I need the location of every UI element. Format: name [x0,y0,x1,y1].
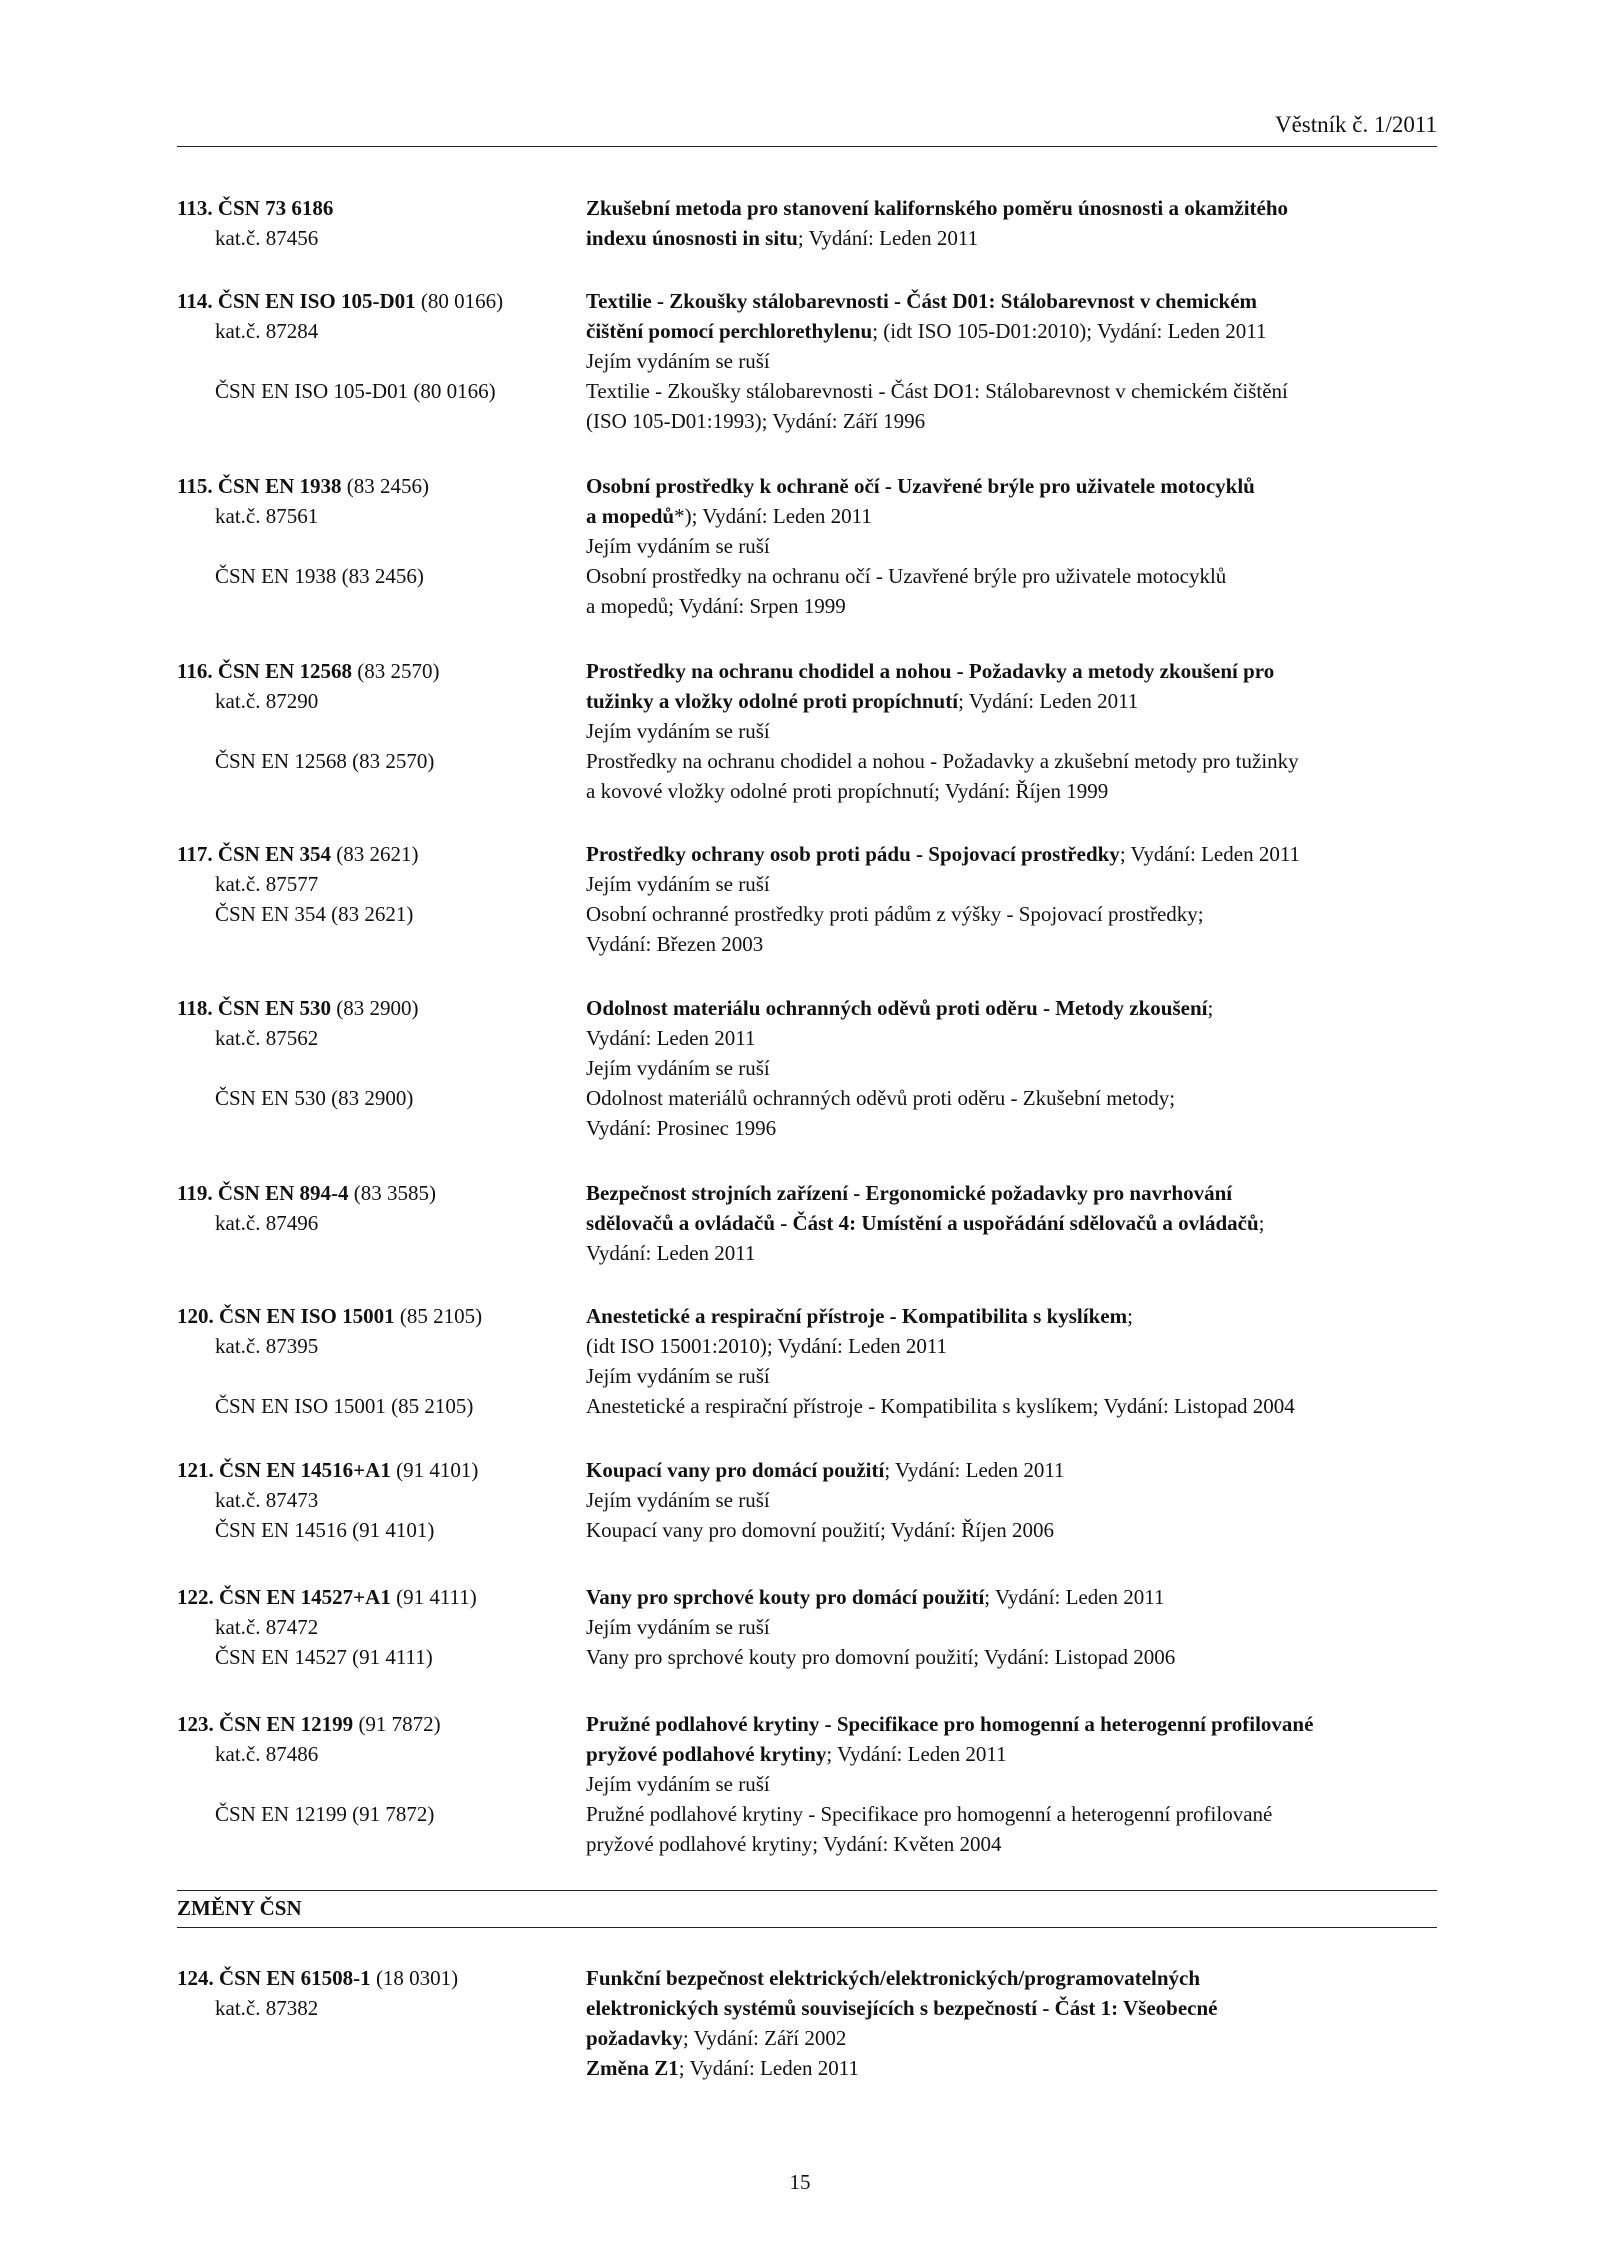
standard-title [586,1582,1165,1612]
bold-text: Koupací vany pro domácí použití [586,1458,885,1482]
text: (91 7872) [353,1712,441,1736]
text: Pružné podlahové krytiny - Specifikace pro homogenní a heterogenní profilované [586,1802,1273,1826]
standard-designation [215,316,318,346]
bold-text: indexu únosnosti in situ [586,226,798,250]
entry-row [0,193,1600,223]
entry-row [0,716,1600,746]
standard-title [586,1455,1065,1485]
entry-row [0,1178,1600,1208]
standard-entry [0,1963,1600,2083]
text: ČSN EN 530 (83 2900) [215,1086,414,1110]
bold-text: 115. ČSN EN 1938 [177,474,342,498]
standard-designation [215,1612,318,1642]
text: a kovové vložky odolné proti propíchnutí; Vydání: Říjen 1999 [586,779,1109,803]
text: (idt ISO 15001:2010); Vydání: Leden 2011 [586,1334,948,1358]
bold-text: 117. ČSN EN 354 [177,842,332,866]
standard-designation [215,746,434,776]
text: (85 2105) [394,1304,483,1328]
text: (91 4111) [390,1585,477,1609]
standard-entry [0,1178,1600,1268]
standard-title [586,1178,1232,1208]
text: kat.č. 87496 [215,1211,319,1235]
standard-entry [0,471,1600,621]
text: (83 3585) [348,1181,437,1205]
bold-text: 119. ČSN EN 894-4 [177,1181,349,1205]
standard-title [586,2023,846,2053]
standard-title [586,1113,776,1143]
standard-designation [215,1799,434,1829]
text: Vydání: Leden 2011 [586,1026,756,1050]
text: Jejím vydáním se ruší [586,534,770,558]
standard-title [586,1769,770,1799]
section-heading: ZMĚNY ČSN [177,1896,302,1920]
text: ČSN EN 14527 (91 4111) [215,1645,433,1669]
entry-row [0,1582,1600,1612]
standard-title [586,899,1204,929]
standard-title [586,1993,1218,2023]
bold-text: elektronických systémů souvisejících s bezpečností - Část 1: Všeobecné [586,1996,1218,2020]
bold-text: Funkční bezpečnost elektrických/elektronických/programovatelných [586,1966,1201,1990]
standard-title [586,1739,1007,1769]
text: kat.č. 87382 [215,1996,319,2020]
standard-title [586,1485,770,1515]
bold-text: 120. ČSN EN ISO 15001 [177,1304,395,1328]
standard-title [586,286,1257,316]
text: Jejím vydáním se ruší [586,349,770,373]
entry-row [0,1391,1600,1421]
standard-entry [0,286,1600,436]
bold-text: Odolnost materiálu ochranných oděvů proti oděru - Metody zkoušení [586,996,1208,1020]
standard-entry [0,656,1600,806]
entry-row [0,1769,1600,1799]
standard-title [586,2053,859,2083]
text: ČSN EN 12199 (91 7872) [215,1802,435,1826]
header-rule [177,146,1437,147]
entry-row [0,686,1600,716]
entry-row [0,993,1600,1023]
standard-title [586,1023,756,1053]
standard-entry [0,1455,1600,1545]
text: ; Vydání: Září 2002 [682,2026,847,2050]
standard-title [586,193,1288,223]
entry-row [0,1829,1600,1859]
text: kat.č. 87473 [215,1488,319,1512]
standard-designation [215,686,318,716]
bold-text: Změna Z1 [586,2056,679,2080]
entry-row [0,223,1600,253]
standard-title [586,1799,1272,1829]
bold-text: 114. ČSN EN ISO 105-D01 [177,289,416,313]
entry-row [0,746,1600,776]
entry-row [0,376,1600,406]
text: Jejím vydáním se ruší [586,1488,770,1512]
standard-designation [177,286,503,316]
text: Jejím vydáním se ruší [586,1364,770,1388]
entry-row [0,1053,1600,1083]
text: kat.č. 87290 [215,689,319,713]
standard-designation [215,1023,318,1053]
text: (18 0301) [370,1966,459,1990]
standard-title [586,531,770,561]
standard-title [586,471,1255,501]
text: ; Vydání: Leden 2011 [797,226,979,250]
entry-row [0,1208,1600,1238]
entry-row [0,501,1600,531]
bold-text: 118. ČSN EN 530 [177,996,332,1020]
text: kat.č. 87562 [215,1026,319,1050]
text: ; Vydání: Leden 2011 [826,1742,1007,1766]
entry-row [0,316,1600,346]
bold-text: 123. ČSN EN 12199 [177,1712,354,1736]
entry-row [0,561,1600,591]
standard-title [586,376,1288,406]
text: kat.č. 87284 [215,319,319,343]
standard-designation [215,561,424,591]
standard-designation [177,471,429,501]
standard-entry [0,1582,1600,1672]
entry-row [0,346,1600,376]
standard-designation [177,1301,482,1331]
bold-text: sdělovačů a ovládačů - Část 4: Umístění a uspořádání sdělovačů a ovládačů [586,1211,1259,1235]
bold-text: 116. ČSN EN 12568 [177,659,353,683]
bold-text: a mopedů [586,504,675,528]
standard-designation [177,1963,458,1993]
standard-entry [0,1301,1600,1421]
bold-text: tužinky a vložky odolné proti propíchnutí [586,689,959,713]
text: Jejím vydáním se ruší [586,1772,770,1796]
standard-title [586,686,1138,716]
bold-text: Prostředky ochrany osob proti pádu - Spojovací prostředky [586,842,1120,866]
standard-title [586,406,925,436]
bold-text: Anestetické a respirační přístroje - Kompatibilita s kyslíkem [586,1304,1128,1328]
standard-title [586,1053,770,1083]
text: kat.č. 87472 [215,1615,319,1639]
entry-row [0,1642,1600,1672]
standard-designation [177,993,419,1023]
page-number: 15 [789,2170,811,2194]
entry-row [0,1455,1600,1485]
standard-designation [177,656,440,686]
text: ; [1258,1211,1265,1235]
bold-text: Vany pro sprchové kouty pro domácí použití [586,1585,985,1609]
bold-text: Bezpečnost strojních zařízení - Ergonomické požadavky pro navrhování [586,1181,1233,1205]
text: (91 4101) [390,1458,479,1482]
text: ; Vydání: Leden 2011 [984,1585,1165,1609]
entry-row [0,591,1600,621]
standard-designation [215,1485,318,1515]
standard-title [586,1301,1133,1331]
text: Vany pro sprchové kouty pro domovní použití; Vydání: Listopad 2006 [586,1645,1176,1669]
entry-row [0,531,1600,561]
entry-row [0,471,1600,501]
entry-row [0,1485,1600,1515]
bold-text: Pružné podlahové krytiny - Specifikace pro homogenní a heterogenní profilované [586,1712,1314,1736]
text: Osobní ochranné prostředky proti pádům z výšky - Spojovací prostředky; [586,902,1204,926]
standard-title [586,346,770,376]
standard-title [586,1963,1200,1993]
text: ČSN EN 14516 (91 4101) [215,1518,435,1542]
bold-text: Osobní prostředky k ochraně očí - Uzavřené brýle pro uživatele motocyklů [586,474,1255,498]
text: kat.č. 87577 [215,872,319,896]
text: *); Vydání: Leden 2011 [674,504,872,528]
text: kat.č. 87486 [215,1742,319,1766]
standard-title [586,656,1274,686]
text: Osobní prostředky na ochranu očí - Uzavřené brýle pro uživatele motocyklů [586,564,1227,588]
entry-row [0,929,1600,959]
standard-title [586,1612,770,1642]
standard-designation [215,1391,473,1421]
standard-title [586,591,846,621]
standard-designation [215,1642,433,1672]
text: ČSN EN 354 (83 2621) [215,902,414,926]
standard-designation [215,1083,413,1113]
standard-title [586,1331,947,1361]
text: a mopedů; Vydání: Srpen 1999 [586,594,846,618]
standard-designation [215,501,318,531]
entry-row [0,1238,1600,1268]
bold-text: Textilie - Zkoušky stálobarevnosti - Část D01: Stálobarevnost v chemickém [586,289,1258,313]
text: Vydání: Prosinec 1996 [586,1116,777,1140]
entry-row [0,1331,1600,1361]
entry-row [0,1799,1600,1829]
standard-designation [215,223,318,253]
entry-row [0,1739,1600,1769]
entry-row [0,1963,1600,1993]
standard-designation [177,1178,436,1208]
standard-title [586,501,872,531]
text: ; Vydání: Leden 2011 [884,1458,1065,1482]
standard-designation [215,376,496,406]
entry-row [0,899,1600,929]
standard-title [586,561,1226,591]
text: Jejím vydáním se ruší [586,872,770,896]
standard-title [586,839,1300,869]
entry-row [0,656,1600,686]
standard-title [586,869,770,899]
text: ; [1127,1304,1133,1328]
text: Vydání: Leden 2011 [586,1241,756,1265]
text: (83 2456) [341,474,430,498]
text: (83 2570) [352,659,440,683]
entry-row [0,286,1600,316]
text: Jejím vydáním se ruší [586,1615,770,1639]
text: ; Vydání: Leden 2011 [1119,842,1301,866]
entry-row [0,1361,1600,1391]
standard-entry [0,193,1600,253]
entry-row [0,776,1600,806]
entry-row [0,1083,1600,1113]
bold-text: požadavky [586,2026,683,2050]
text: ; (idt ISO 105-D01:2010); Vydání: Leden 2011 [872,319,1267,343]
text: kat.č. 87395 [215,1334,319,1358]
entry-row [0,1301,1600,1331]
standard-title [586,223,978,253]
text: Jejím vydáním se ruší [586,1056,770,1080]
standard-title [586,316,1267,346]
text: ČSN EN ISO 105-D01 (80 0166) [215,379,496,403]
entry-row [0,406,1600,436]
text: Textilie - Zkoušky stálobarevnosti - Část DO1: Stálobarevnost v chemickém čištění [586,379,1288,403]
text: (83 2900) [331,996,419,1020]
text: Jejím vydáním se ruší [586,719,770,743]
text: ČSN EN 1938 (83 2456) [215,564,424,588]
text: (ISO 105-D01:1993); Vydání: Září 1996 [586,409,926,433]
entry-row [0,1709,1600,1739]
bold-text: Prostředky na ochranu chodidel a nohou - Požadavky a metody zkoušení pro [586,659,1275,683]
standard-title [586,1829,1001,1859]
bold-text: 113. ČSN 73 6186 [177,196,334,220]
standard-title [586,1083,1175,1113]
standard-designation [215,899,413,929]
entry-row [0,1612,1600,1642]
entry-row [0,2023,1600,2053]
entry-row [0,839,1600,869]
standard-title [586,1238,756,1268]
text: ; [1207,996,1214,1020]
text: kat.č. 87561 [215,504,319,528]
standard-title [586,1709,1313,1739]
standard-designation [177,1582,477,1612]
text: Odolnost materiálů ochranných oděvů proti oděru - Zkušební metody; [586,1086,1176,1110]
standard-designation [215,869,318,899]
standard-designation [177,1455,478,1485]
standard-title [586,993,1213,1023]
text: (83 2621) [331,842,419,866]
text: pryžové podlahové krytiny; Vydání: Květen 2004 [586,1832,1002,1856]
standard-title [586,746,1299,776]
entry-row [0,1993,1600,2023]
text: ČSN EN ISO 15001 (85 2105) [215,1394,474,1418]
text: Vydání: Březen 2003 [586,932,764,956]
standard-entry [0,993,1600,1143]
bold-text: 124. ČSN EN 61508-1 [177,1966,371,1990]
text: Anestetické a respirační přístroje - Kompatibilita s kyslíkem; Vydání: Listopad 2004 [586,1394,1295,1418]
standard-entry [0,839,1600,959]
standard-title [586,1208,1265,1238]
standard-designation [215,1331,318,1361]
section-rule-bottom [177,1927,1437,1928]
standard-designation [215,1993,318,2023]
entry-row [0,1023,1600,1053]
text: ; Vydání: Leden 2011 [678,2056,859,2080]
text: (80 0166) [415,289,504,313]
bold-text: pryžové podlahové krytiny [586,1742,827,1766]
text: ČSN EN 12568 (83 2570) [215,749,435,773]
text: Prostředky na ochranu chodidel a nohou - Požadavky a zkušební metody pro tužinky [586,749,1299,773]
section-rule-top [177,1890,1437,1891]
text: Koupací vany pro domovní použití; Vydání: Říjen 2006 [586,1518,1054,1542]
standard-designation [177,1709,441,1739]
entry-row [0,869,1600,899]
standard-title [586,1361,770,1391]
entry-row [0,2053,1600,2083]
entry-row [0,1113,1600,1143]
bold-text: 122. ČSN EN 14527+A1 [177,1585,391,1609]
standard-entry [0,1709,1600,1859]
text: ; Vydání: Leden 2011 [958,689,1139,713]
bold-text: Zkušební metoda pro stanovení kalifornského poměru únosnosti a okamžitého [586,196,1289,220]
standard-designation [177,193,333,223]
standard-designation [215,1208,318,1238]
bulletin-header: Věstník č. 1/2011 [1274,112,1437,137]
standard-title [586,716,770,746]
standard-designation [177,839,419,869]
standard-designation [215,1515,434,1545]
standard-title [586,1391,1295,1421]
bold-text: čištění pomocí perchlorethylenu [586,319,873,343]
entry-row [0,1515,1600,1545]
bold-text: 121. ČSN EN 14516+A1 [177,1458,391,1482]
standard-designation [215,1739,318,1769]
standard-title [586,776,1108,806]
standard-title [586,929,763,959]
text: kat.č. 87456 [215,226,319,250]
standard-title [586,1515,1054,1545]
standard-title [586,1642,1175,1672]
